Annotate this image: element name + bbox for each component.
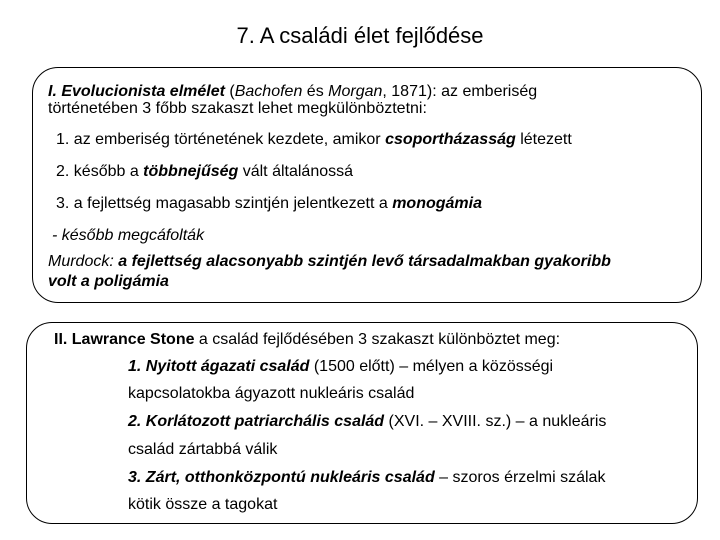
stone-stage-1-cont: kapcsolatokba ágyazott nukleáris család [128, 385, 415, 402]
stage-item-1-after: létezett [515, 131, 572, 148]
theory-heading-rest: , 1871): az emberiség [382, 83, 538, 100]
stone-stage-3 [128, 468, 605, 488]
stone-stage-2-rest: (XVI. – XVIII. sz.) – a nukleáris [384, 413, 607, 430]
stone-intro [54, 330, 560, 350]
stone-stage-3-rest: – szoros érzelmi szálak [434, 469, 606, 486]
stage-item-2 [56, 162, 353, 182]
stage-item-1-emph: csoportházasság [385, 131, 516, 148]
murdock-line [48, 252, 611, 272]
stage-item-2-after: vált általánossá [238, 163, 354, 180]
stage-item-3-emph: monogámia [392, 195, 482, 212]
murdock-name: Murdock: [48, 253, 114, 270]
murdock-claim: a fejlettség alacsonyabb szintjén levő társadalmakban gyakoribb [113, 253, 611, 270]
author-conjunction: és [302, 83, 329, 100]
stone-label: II. Lawrance Stone [54, 331, 195, 348]
refuted-note: - később megcáfolták [52, 227, 205, 244]
stage-item-2-text: 2. később a [56, 163, 144, 180]
stone-stage-2-label: 2. Korlátozott patriarchális család [128, 413, 385, 430]
stone-intro-rest: a család fejlődésében 3 szakaszt különböztet meg: [194, 331, 561, 348]
author-morgan: Morgan [328, 83, 383, 100]
stone-stage-1-label: 1. Nyitott ágazati család [128, 358, 310, 375]
stone-stage-2-cont: család zártabbá válik [128, 441, 278, 458]
stage-item-1 [56, 130, 572, 150]
stage-item-1-text: 1. az emberiség történetének kezdete, amikor [56, 131, 386, 148]
stone-stage-1-rest: (1500 előtt) – mélyen a közösségi [309, 358, 554, 375]
stage-item-2-emph: többnejűség [143, 163, 239, 180]
stage-item-3-text: 3. a fejlettség magasabb szintjén jelentkezett a [56, 195, 393, 212]
page-title: 7. A családi élet fejlődése [236, 23, 484, 48]
stone-stage-3-cont: kötik össze a tagokat [128, 496, 278, 513]
author-bachofen: Bachofen [234, 83, 303, 100]
paren-open: ( [224, 83, 235, 100]
stone-stage-3-label: 3. Zárt, otthonközpontú nukleáris család [128, 469, 435, 486]
stone-stage-1 [128, 357, 553, 377]
theory-heading-line-2: történetében 3 főbb szakaszt lehet megkülönböztetni: [48, 100, 427, 117]
theory-label: I. Evolucionista elmélet [48, 83, 225, 100]
stone-stage-2 [128, 412, 606, 432]
stage-item-3 [56, 194, 482, 214]
murdock-line-2: volt a poligámia [48, 273, 169, 290]
